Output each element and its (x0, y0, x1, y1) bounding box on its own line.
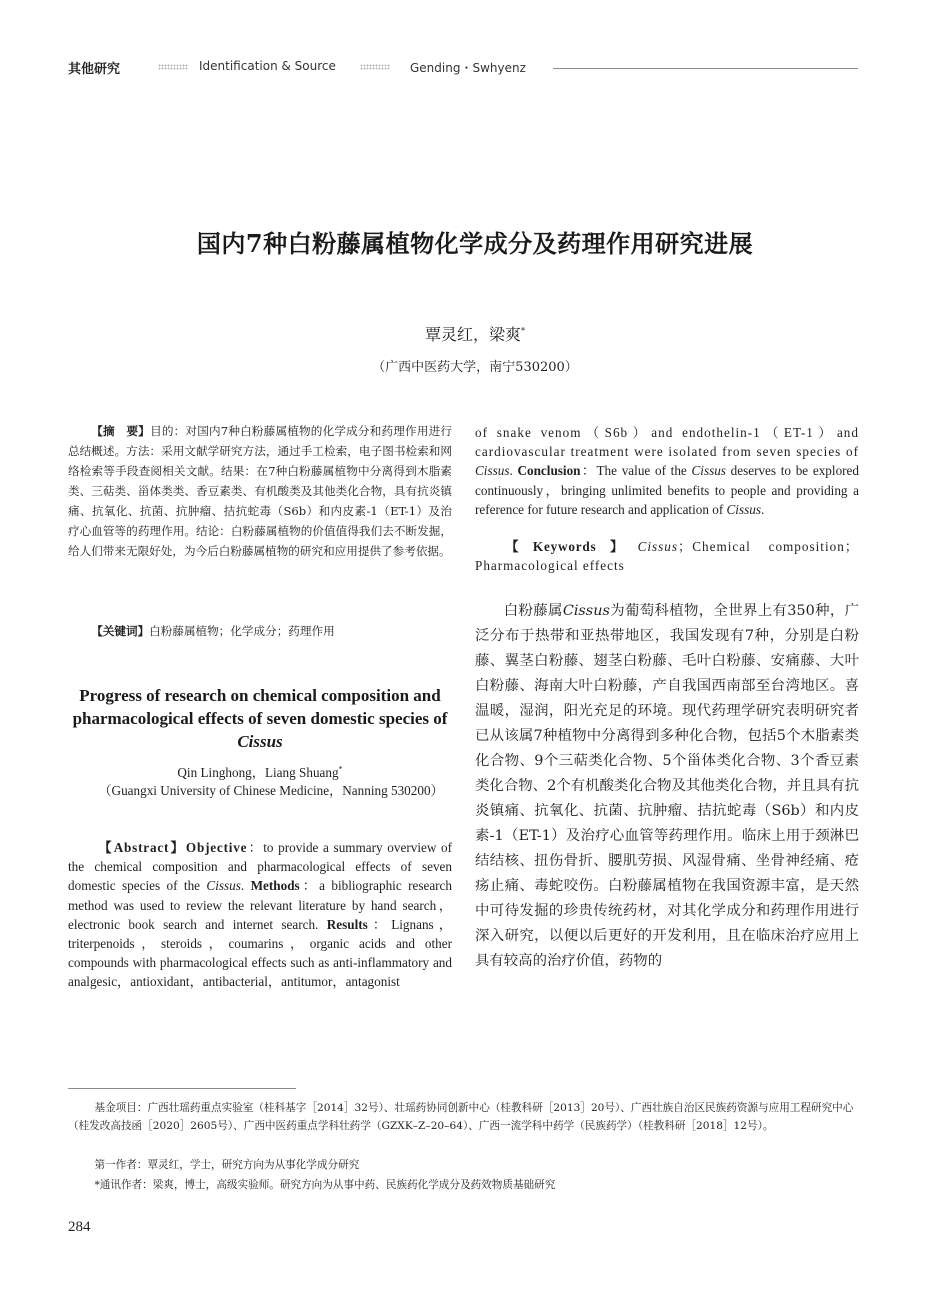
author-line (0, 322, 950, 345)
english-author-names: Qin Linghong，Liang Shuang (177, 765, 339, 780)
en-conclusion-label: Conclusion (517, 463, 581, 479)
english-affiliation: （Guangxi University of Chinese Medicine，Nanning 530200） (98, 783, 444, 798)
en-period: . (760, 501, 765, 517)
body-lead: 白粉藤属 (503, 603, 563, 619)
en-genus-italic: Cissus (475, 463, 510, 479)
header-authors: Gending・Swhyenz (410, 61, 526, 75)
header-dot-ornament (360, 64, 390, 70)
footnote-first-author: 第一作者：覃灵红，学士，研究方向为从事化学成分研究 (94, 1159, 360, 1171)
en-keywords-genus: Cissus (637, 539, 679, 554)
en-period: . (240, 878, 245, 894)
zh-keywords-text: 白粉藤属植物；化学成分；药理作用 (149, 624, 335, 638)
body-text: 为葡萄科植物，全世界上有350种，广泛分布于热带和亚热带地区，我国发现有7种，分别是白粉藤、翼茎白粉藤、翅茎白粉藤、毛叶白粉藤、安痛藤、大叶白粉藤、海南大叶白粉藤，产自我国西南部至台湾地区。喜温暖，湿润，阳光充足的环境。现代药理学研究表明研究者已从该属7种植物中分离得到多种化合物，包括5个木脂素类化合物、9个三萜类化合物、5个甾体类化合物、3个香豆素类化合物、2个有机酸类化合物及其他类化合物，并且具有抗炎镇痛、抗氧化、抗菌、抗肿瘤、拮抗蛇毒（S6b）和内皮素-1（ET-1）及治疗心血管等药理作用。临床上用于颈淋巴结结核、扭伤骨折、腰肌劳损、风湿骨痛、坐骨神经痛、疮疡止痛、毒蛇咬伤。白粉藤属植物在我国资源丰富，是天然中可待发掘的珍贵传统药材，对其化学成分和药理作用进行深入研究，以便以后更好的开发利用，且在临床治疗应用上具有较高的治疗价值，药物的 (475, 603, 859, 969)
author-names: 覃灵红，梁爽 (424, 325, 521, 344)
en-objective-label: Objective (185, 840, 248, 855)
en-results-text-2: of snake venom（S6b）and endothelin-1（ET-1）and cardiovascular treatment were isolated from seven species of (475, 425, 859, 460)
en-conclusion-text-a: ：The value of the (580, 463, 692, 479)
en-results-label: Results (326, 916, 368, 932)
en-objective-text: ：to provide a summary overview of the chemical composition and pharmacological effects of seven domestic species of the (68, 840, 452, 894)
en-period: . (509, 463, 513, 479)
header-section-label: 其他研究 (68, 62, 121, 77)
zh-abstract-label: 【摘 要】 (91, 424, 151, 438)
english-title-genus: Cissus (237, 732, 283, 751)
english-abstract-part-1 (68, 838, 452, 992)
zh-abstract-text: 目的：对国内7种白粉藤属植物的化学成分和药理作用进行总结概述。方法：采用文献学研究方法，通过手工检索，电子图书检索和网络检索等手段查阅相关文献。结果：在7种白粉藤属植物中分离得到木脂素类、三萜类、甾体类类、香豆素类、有机酸类及其他类化合物，具有抗炎镇痛、抗氧化、抗菌、抗肿瘤、拮抗蛇毒（S6b）和内皮素-1（ET-1）及治疗心血管等的药理作用。结论：白粉藤属植物的价值值得我们去不断发掘，给人们带来无限好处，为今后白粉藤属植物的研究和应用提供了参考依据。 (68, 424, 452, 558)
en-genus-italic: Cissus (206, 878, 241, 894)
en-genus-italic: Cissus (726, 501, 761, 517)
english-title-main: Progress of research on chemical composition and pharmacological effects of seven domestic species of (72, 686, 448, 728)
article-title: 国内7种白粉藤属植物化学成分及药理作用研究进展 (196, 229, 754, 258)
header-journal-name: Identification & Source (199, 59, 336, 73)
english-keywords (475, 537, 859, 575)
header-rule (553, 68, 858, 69)
en-methods-text: ：a bibliographic research method was used to review the relevant literature by hand search，electronic book search and internet search. (68, 878, 453, 932)
page-number: 284 (68, 1219, 91, 1235)
footnote-corresponding-author: *通讯作者：梁爽，博士，高级实验师。研究方向为从事中药、民族药化学成分及药效物质基础研究 (94, 1179, 556, 1191)
english-corresponding-mark: * (338, 764, 343, 774)
author-affiliation: （广西中医药大学，南宁530200） (372, 360, 578, 375)
chinese-keywords (68, 621, 452, 641)
english-author-line (68, 762, 452, 781)
body-paragraph (475, 599, 859, 974)
chinese-abstract (68, 421, 452, 561)
corresponding-mark: * (521, 326, 525, 336)
en-results-text-1: ：Lignans，triterpenoids，steroids，coumarins，organic acids and other compounds with pharmacological effects such as anti-inflammatory and analgesic，antioxidant，antibacterial，antitumor，antagonist (68, 916, 452, 990)
body-genus-italic: Cissus (562, 603, 610, 619)
zh-keywords-label: 【关键词】 (91, 624, 150, 638)
en-abstract-label: 【Abstract】 (98, 840, 186, 855)
en-methods-label: Methods (250, 878, 300, 894)
header-dot-ornament (158, 64, 188, 70)
running-header (68, 56, 858, 80)
english-abstract-part-2 (475, 423, 859, 519)
en-keywords-text: ；Chemical composition；Pharmacological effects (475, 539, 859, 574)
footnote-funding: 基金项目：广西壮瑶药重点实验室（桂科基字［2014］32号）、壮瑶药协同创新中心（桂教科研［2013］20号）、广西壮族自治区民族药资源与应用工程研究中心（桂发改高技函［2020］2605号）、广西中医药重点学科壮药学（GZXK–Z–20–64）、广西一流学科中药学（民族药学）（桂教科研［2018］12号）。 (68, 1102, 854, 1132)
en-genus-italic: Cissus (691, 463, 726, 479)
en-keywords-label: 【Keywords】 (505, 539, 638, 554)
en-conclusion-text-b: deserves to be explored continuously，bringing unlimited benefits to people and providing a reference for future research and application of (475, 463, 860, 517)
footnote-rule (68, 1088, 296, 1089)
english-title (68, 684, 452, 753)
